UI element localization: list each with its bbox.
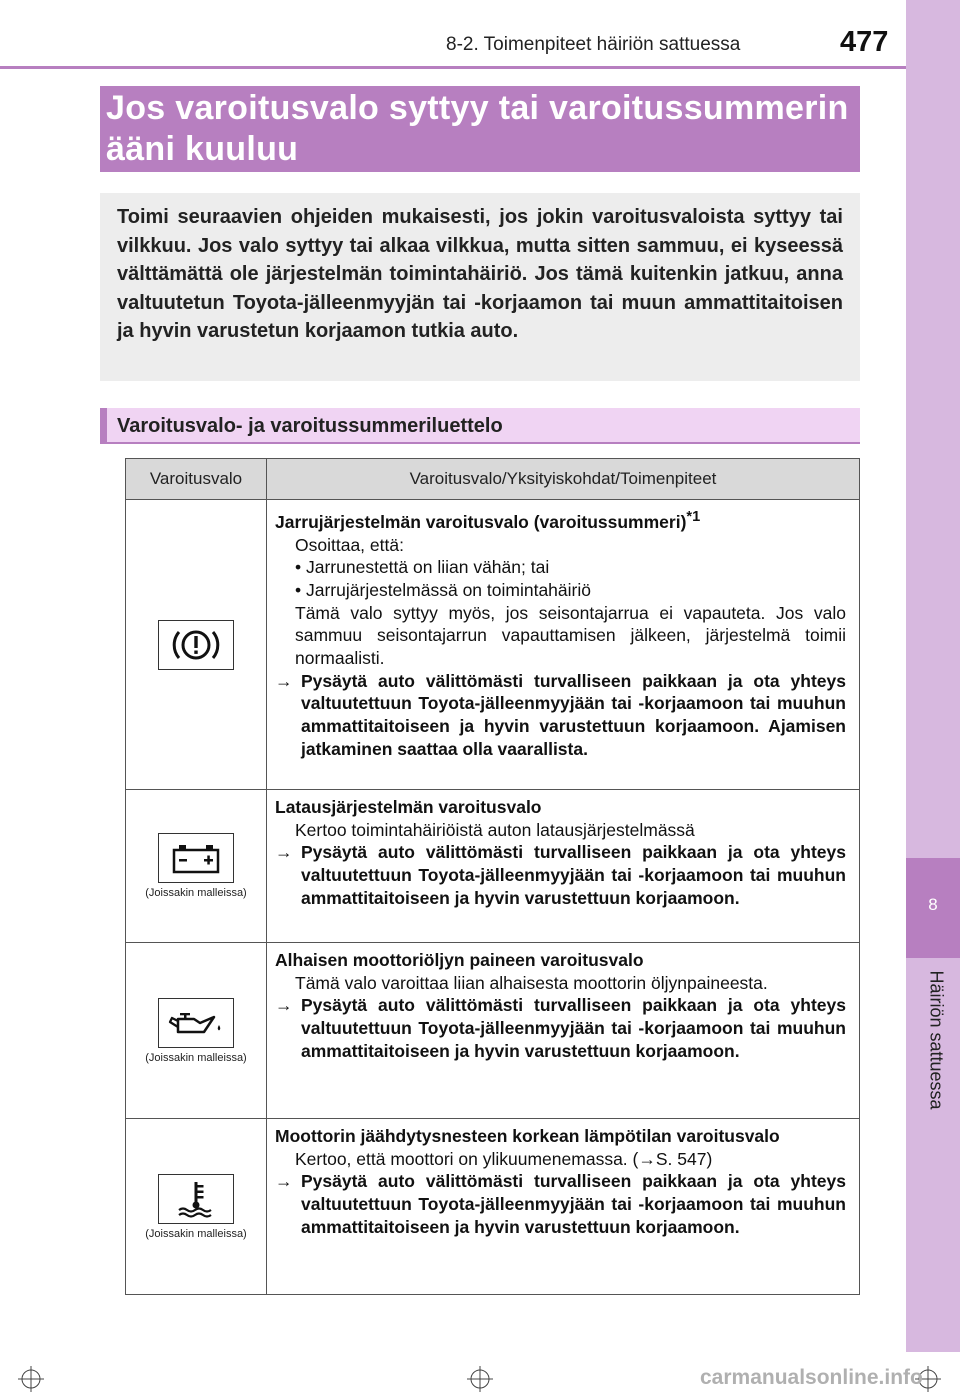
table-header-row — [126, 459, 860, 500]
description-cell — [267, 790, 860, 943]
warning-title: Jarrujärjestelmän varoitusvalo (varoitussummeri)$^{*1}$ — [275, 509, 701, 532]
model-note: (Joissakin malleissa) — [145, 1227, 247, 1240]
watermark: carmanualsonline.info — [700, 1366, 923, 1389]
action-text: Pysäytä auto välittömästi turvalliseen paikkaan ja ota yhteys valtuutettuun Toyota-jälleenmyyjään tai -korjaamoon tai muuhun ammattitaitoiseen ja hyvin varustettuun korjaamoon. — [301, 1171, 846, 1237]
icon-cell — [126, 1119, 267, 1295]
table-row — [126, 790, 860, 943]
section-title: 8-2. Toimenpiteet häiriön sattuessa — [446, 34, 741, 55]
warning-title: Moottorin jäähdytysnesteen korkean lämpötilan varoitusvalo — [275, 1126, 780, 1146]
warning-extra: Tämä valo syttyy myös, jos seisontajarrua ei vapauteta. Jos valo sammuu seisontajarrun vapauttamisen jälkeen, järjestelmä toimii normaalisti. — [295, 602, 846, 669]
warning-light-table — [125, 458, 860, 1295]
table-row — [126, 1119, 860, 1295]
brake-warning-icon — [158, 620, 234, 670]
model-note: (Joissakin malleissa) — [145, 887, 247, 899]
page-number: 477 — [840, 26, 889, 58]
table-row — [126, 943, 860, 1119]
intro-text: Toimi seuraavien ohjeiden mukaisesti, jos jokin varoitusvaloista syttyy tai vilkkuu. Jos valo syttyy tai alkaa vilkkua, mutta sitten sammuu, ei kyseessä välttämättä ole järjestelmän toimintahäiriö. Jos tämä kuitenkin jatkuu, anna valtuutetun Toyota-jälleenmyyjän tai -korjaamon tai muun ammattitaitoisen ja hyvin varustetun korjaamon tutkia auto. — [117, 206, 843, 342]
chapter-number: 8 — [928, 895, 938, 914]
oil-can-icon — [158, 998, 234, 1048]
registration-mark-icon — [18, 1366, 44, 1392]
footnote-marker: *1 — [686, 509, 701, 525]
description-cell — [267, 500, 860, 790]
warning-detail: Tämä valo varoittaa liian alhaisesta moottorin öljynpaineesta. — [295, 972, 768, 993]
column-header: Varoitusvalo — [126, 459, 267, 500]
warning-title: Alhaisen moottoriöljyn paineen varoitusvalo — [275, 950, 644, 970]
arrow-icon: → — [275, 670, 293, 691]
coolant-temperature-icon — [158, 1174, 234, 1224]
registration-mark-icon — [467, 1366, 493, 1392]
warning-detail: Kertoo, että moottori on ylikuumenemassa. (→S. 547) — [295, 1148, 713, 1169]
description-cell — [267, 943, 860, 1119]
action-line — [275, 994, 846, 1062]
arrow-icon: → — [275, 995, 293, 1016]
arrow-icon: → — [275, 1171, 293, 1192]
column-header: Varoitusvalo/Yksityiskohdat/Toimenpiteet — [267, 459, 860, 500]
action-text: Pysäytä auto välittömästi turvalliseen paikkaan ja ota yhteys valtuutettuun Toyota-jälleenmyyjään tai -korjaamoon tai muuhun ammattitaitoiseen ja hyvin varustettuun korjaamoon. — [301, 842, 846, 908]
subheading: Varoitusvalo- ja varoitussummeriluettelo — [117, 415, 503, 437]
battery-icon — [158, 833, 234, 883]
icon-cell — [126, 943, 267, 1119]
warning-detail: Kertoo toimintahäiriöistä auton latausjärjestelmässä — [295, 819, 695, 840]
warning-detail: Osoittaa, että: — [295, 534, 404, 555]
action-text: Pysäytä auto välittömästi turvalliseen paikkaan ja ota yhteys valtuutettuun Toyota-jälleenmyyjään tai -korjaamoon tai muuhun ammattitaitoiseen ja hyvin varustettuun korjaamoon. — [301, 995, 846, 1061]
warning-title: Latausjärjestelmän varoitusvalo — [275, 797, 542, 817]
action-line — [275, 670, 846, 761]
action-text: Pysäytä auto välittömästi turvalliseen paikkaan ja ota yhteys valtuutettuun Toyota-jälleenmyyjään tai -korjaamoon tai muuhun ammattitaitoiseen ja hyvin varustettuun korjaamoon. Ajamisen jatkaminen saattaa olla vaarallista. — [301, 670, 846, 759]
model-note: (Joissakin malleissa) — [145, 1051, 247, 1064]
description-cell — [267, 1119, 860, 1295]
list-item: • Jarrunestettä on liian vähän; tai — [295, 557, 550, 578]
action-line — [275, 841, 846, 909]
table-row — [126, 500, 860, 790]
icon-cell — [126, 790, 267, 943]
icon-cell — [126, 500, 267, 790]
arrow-icon: → — [275, 842, 293, 863]
chapter-label: Häiriön sattuessa — [926, 970, 947, 1110]
list-item: • Jarrujärjestelmässä on toimintahäiriö — [295, 579, 591, 600]
header-rule — [0, 66, 906, 69]
side-tab — [906, 0, 960, 1352]
action-line — [275, 1170, 846, 1238]
page-title: Jos varoitusvalo syttyy tai varoitussummerin ääni kuuluu — [106, 89, 849, 168]
